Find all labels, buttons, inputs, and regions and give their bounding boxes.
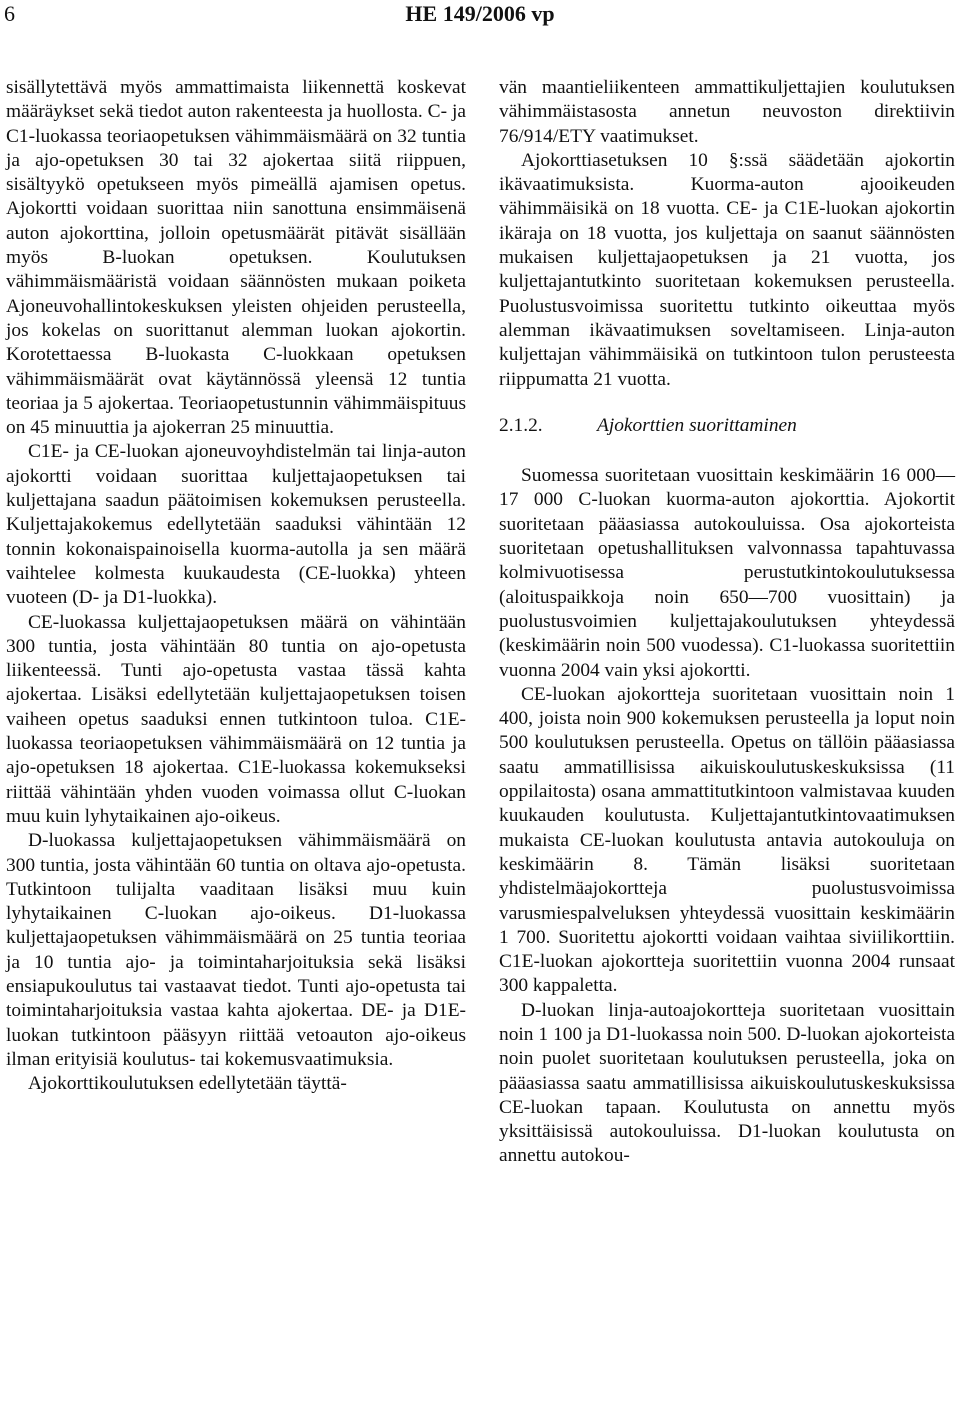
left-column xyxy=(6,76,466,1096)
paragraph: Suomessa suoritetaan vuosittain keskimäärin 16 000—17 000 C-luokan kuorma-auton ajokorttia. Ajokortit suoritetaan pääasiassa autokouluissa. Osa ajokorteista suoritetaan opetushallituksen valvonnassa tapahtuvassa kolmivuotisessa perustutkintokoulutuksessa (aloituspaikkoja noin 650—700 vuosittain) ja puolustusvoimien kuljettajakoulutuksen yhteydessä (keskimäärin noin 500 vuodessa). C1-luokassa suoritettiin vuonna 2004 vain yksi ajokortti. xyxy=(499,465,955,681)
page-header xyxy=(0,0,960,36)
document-id: HE 149/2006 vp xyxy=(405,1,555,26)
section-heading xyxy=(499,414,955,438)
right-column xyxy=(499,76,955,1169)
paragraph: CE-luokan ajokortteja suoritetaan vuosittain noin 1 400, joista noin 900 kokemuksen perusteella ja loput noin 500 koulutuksen perusteella. Opetus on tällöin pääasiassa saatu ammatillisissa aikuiskoulutuskeskuksissa (11 oppilaitosta) osana ammattitutkintoon valmistavaa kuuden kuukauden koulutusta. Kuljettajantutkintovaatimuksen mukaista CE-luokan koulutusta antavia autokouluja on keskimäärin 8. Tämän lisäksi suoritetaan yhdistelmäajokortteja puolustusvoimissa varusmiespalveluksen yhteydessä vuosittain keskimäärin 1 700. Suoritettu ajokortti voidaan vaihtaa siviilikorttiin. C1E-luokan ajokortteja suoritettiin vuonna 2004 runsaat 300 kappaletta. xyxy=(499,683,955,997)
paragraph: CE-luokassa kuljettajaopetuksen määrä on vähintään 300 tuntia, josta vähintään 80 tuntia on ajo-opetusta liikenteessä. Tunti ajo-opetusta vastaa tässä kahta ajokertaa. Lisäksi edellytetään kuljettajaopetuksen toisen vaiheen opetus saaduksi ennen tutkintoon tuloa. C1E-luokassa teoriaopetuksen vähimmäismäärä on 12 tuntia ja ajo-opetuksen 18 ajokertaa. C1E-luokassa kokemukseksi riittää vähintään yhden vuoden voimassa ollut C-luokan muu kuin lyhytaikainen ajo-oikeus. xyxy=(6,611,466,827)
paragraph: D-luokan linja-autoajokortteja suoritetaan vuosittain noin 1 100 ja D1-luokassa noin 500. D-luokan ajokorteista noin puolet suoritetaan koulutuksen perusteella, joka on pääasiassa saatu ammatillisissa aikuiskoulutuskeskuksissa CE-luokan tapaan. Koulutusta on annettu myös yksittäisissä autokouluissa. D1-luokan koulutusta on annettu autokou- xyxy=(499,999,955,1167)
paragraph: Ajokorttiasetuksen 10 §:ssä säädetään ajokortin ikävaatimuksista. Kuorma-auton ajooikeuden vähimmäisikä on 18 vuotta. CE- ja C1E-luokan ajokortin ikäraja on 18 vuotta, jos kuljettaja on saanut säännösten mukaisen kuljettajaopetuksen ja 21 vuotta, jos kuljettajantutkinto suoritetaan kokemuksen perusteella. Puolustusvoimissa suoritettu tutkinto oikeuttaa myös alemman ikävaatimuksen soveltamiseen. Linja-auton kuljettajan vähimmäisikä on tutkintoon tulon perusteesta riippumatta 21 vuotta. xyxy=(499,149,955,390)
paragraph: vän maantieliikenteen ammattikuljettajien koulutuksen vähimmäistasosta annetun neuvoston direktiivin 76/914/ETY vaatimukset. xyxy=(499,77,955,147)
paragraph: C1E- ja CE-luokan ajoneuvoyhdistelmän tai linja-auton ajokortti voidaan suorittaa kuljettajaopetuksen tai kuljettajana saadun päätoimisen kokemuksen perusteella. Kuljettajakokemus edellytetään saaduksi vähintään 12 tonnin kokonaispainoisella kuorma-autolla ja sen määrä vaihtelee kolmesta kuukaudesta (CE-luokka) yhteen vuoteen (D- ja D1-luokka). xyxy=(6,441,466,609)
section-number: 2.1.2. xyxy=(499,414,543,436)
paragraph: Ajokorttikoulutuksen edellytetään täyttä- xyxy=(28,1073,347,1095)
paragraph: sisällytettävä myös ammattimaista liikennettä koskevat määräykset sekä tiedot auton rakenteesta ja huollosta. C- ja C1-luokassa teoriaopetuksen vähimmäismäärä on 32 tuntia ja ajo-opetuksen 30 tai 32 ajokertaa siitä riippuen, sisältyykö opetukseen myös pimeällä ajamisen opetus. Ajokortti voidaan suorittaa niin sanottuna ensimmäisenä auton ajokorttina, jolloin opetusmäärät pitävät sisällään myös B-luokan opetuksen. Koulutuksen vähimmäismääristä voidaan säännösten mukaan poiketa Ajoneuvohallintokeskuksen yleisten ohjeiden perusteella, jos kokelas on suorittanut alemman luokan ajokortin. Korotettaessa B-luokasta C-luokkaan opetuksen vähimmäismäärät ovat käytännössä yleensä 12 tuntia teoriaa ja 5 ajokertaa. Teoriaopetustunnin vähimmäispituus on 45 minuuttia ja ajokerran 25 minuuttia. xyxy=(6,77,466,439)
paragraph: D-luokassa kuljettajaopetuksen vähimmäismäärä on 300 tuntia, josta vähintään 60 tuntia on oltava ajo-opetusta. Tutkintoon tulijalta vaaditaan lisäksi muu kuin lyhytaikainen C-luokan ajo-oikeus. D1-luokassa kuljettajaopetuksen vähimmäismäärä on 25 tuntia teoriaa ja 10 tuntia ajo- ja toimintaharjoituksia sekä lisäksi ensiapukoulutus tai vastaavat tiedot. Tunti ajo-opetusta tai toimintaharjoituksia vastaa kahta ajokertaa. DE- ja D1E-luokan tutkintoon pääsyyn riittää vetoauton ajo-oikeus ilman erityisiä koulutus- tai kokemusvaatimuksia. xyxy=(6,830,466,1070)
page-number: 6 xyxy=(4,1,15,26)
section-title: Ajokorttien suorittaminen xyxy=(597,414,797,436)
